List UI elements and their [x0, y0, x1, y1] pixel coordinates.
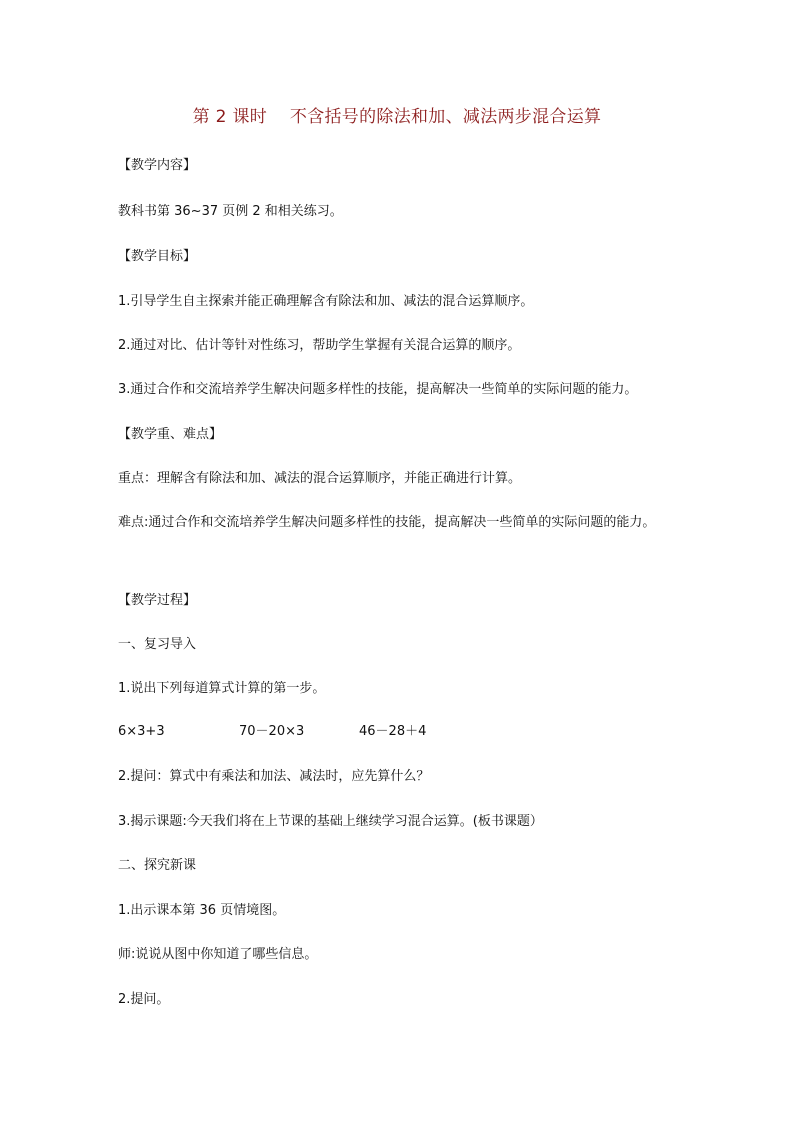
explore-step-2: 2.提问。 — [118, 992, 170, 1007]
review-step-2: 2.提问：算式中有乘法和加法、减法时，应先算什么？ — [118, 769, 430, 784]
formula-3: 46－28＋4 — [359, 724, 427, 739]
explore-step-1: 1.出示课本第 36 页情境图。 — [118, 903, 286, 918]
explore-section-heading: 二、探究新课 — [118, 858, 197, 873]
goal-item-1: 1.引导学生自主探索并能正确理解含有除法和加、减法的混合运算顺序。 — [118, 294, 534, 309]
difficult-point-text: 难点:通过合作和交流培养学生解决问题多样性的技能，提高解决一些简单的实际问题的能力。 — [118, 515, 656, 530]
teacher-prompt: 师:说说从图中你知道了哪些信息。 — [118, 947, 318, 962]
teaching-goals-heading: 【教学目标】 — [118, 249, 197, 264]
review-section-heading: 一、复习导入 — [118, 637, 197, 652]
review-step-1: 1.说出下列每道算式计算的第一步。 — [118, 681, 326, 696]
goal-item-3: 3.通过合作和交流培养学生解决问题多样性的技能，提高解决一些简单的实际问题的能力。 — [118, 382, 638, 397]
teaching-content-text: 教科书第 36~37 页例 2 和相关练习。 — [118, 204, 343, 219]
goal-item-2: 2.通过对比、估计等针对性练习，帮助学生掌握有关混合运算的顺序。 — [118, 338, 521, 353]
teaching-content-heading: 【教学内容】 — [118, 158, 197, 173]
key-point-text: 重点：理解含有除法和加、减法的混合运算顺序，并能正确进行计算。 — [118, 471, 522, 486]
lesson-title: 第 2 课时 不含括号的除法和加、减法两步混合运算 — [192, 107, 602, 127]
review-step-3: 3.揭示课题:今天我们将在上节课的基础上继续学习混合运算。(板书课题） — [118, 814, 543, 829]
formula-row — [118, 723, 538, 741]
teaching-process-heading: 【教学过程】 — [118, 593, 197, 608]
formula-1: 6×3+3 — [118, 724, 165, 739]
key-difficult-heading: 【教学重、难点】 — [118, 427, 223, 442]
formula-2: 70－20×3 — [239, 724, 305, 739]
